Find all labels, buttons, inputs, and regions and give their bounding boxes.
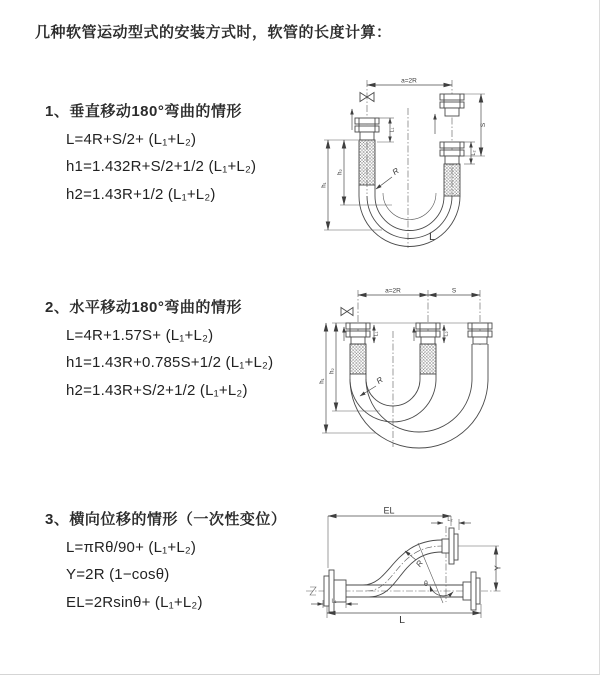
formula-line: h2=1.43R+1/2 (L₁+L₂): [66, 185, 216, 203]
dim-top-span: [358, 288, 428, 296]
dim-label-length: L: [399, 614, 405, 626]
section-horizontal-movement: [45, 294, 273, 404]
dim-label-theta: θ: [424, 581, 428, 588]
dim-label-l1: L₁: [331, 598, 337, 605]
dim-l1: [374, 325, 380, 343]
dim-label-l2: L₂: [447, 517, 453, 523]
radius-leader: [360, 375, 385, 396]
dim-label-length: L: [428, 231, 436, 243]
hose-u-bend: [359, 193, 460, 247]
centerlines: [358, 287, 480, 447]
braid-section: [444, 164, 460, 196]
braid-section: [420, 344, 436, 374]
dim-label-l2: L₂: [443, 331, 450, 337]
section-1-heading: 1、垂直移动180°弯曲的情形: [45, 103, 242, 120]
hose-left-leg: [355, 118, 379, 196]
formula-line: h2=1.43R+S/2+1/2 (L₁+L₂): [66, 381, 248, 399]
hose-right-leg: [468, 323, 492, 379]
dim-length: [327, 604, 481, 626]
dim-l1: [377, 118, 396, 142]
centerlines: [367, 77, 452, 248]
hose-right-leg-lower-position: [440, 142, 464, 196]
formula-line: Y=2R (1−cosθ): [66, 566, 170, 583]
dim-label-a2r: a=2R: [385, 287, 401, 295]
diagram-vertical-180-bend: [322, 72, 497, 254]
dim-label-el: EL: [383, 505, 395, 516]
dim-l2: [444, 325, 450, 343]
formula-line: L=4R+1.57S+ (L₁+L₂): [66, 326, 214, 344]
dim-label-r: R: [374, 375, 385, 386]
dim-label-a2r: a=2R: [401, 77, 417, 85]
section-lateral-displacement: [45, 506, 286, 616]
formula-line: L=4R+S/2+ (L₁+L₂): [66, 130, 197, 148]
dim-label-s: S: [451, 287, 457, 295]
dim-h1: [320, 323, 377, 433]
hose-right-leg-upper-position: [440, 94, 464, 116]
dim-label-l2: L₂: [471, 150, 477, 156]
dim-l2: [464, 142, 477, 164]
radius-leader: [376, 166, 401, 189]
braid-section: [350, 344, 366, 374]
dim-label-h2: h₂: [337, 169, 344, 175]
dim-label-l1: L₁: [389, 127, 396, 133]
formula-line: h1=1.43R+0.785S+1/2 (L₁+L₂): [66, 354, 274, 371]
section-3-heading: 3、横向位移的情形（一次性变位）: [45, 511, 287, 528]
flange-fixed-end: [324, 570, 346, 612]
diagram-horizontal-180-bend: [318, 283, 503, 455]
dim-stroke-s: [464, 94, 487, 156]
dim-label-h1: h₁: [321, 182, 328, 188]
flange-original-end: [463, 572, 480, 610]
valve-icon: [341, 308, 353, 316]
section-2-heading: 2、水平移动180°弯曲的情形: [45, 299, 242, 316]
section-vertical-movement: [45, 98, 256, 208]
diagram-lateral-displacement: [303, 506, 505, 654]
dim-el: [328, 506, 451, 569]
formula-line: h1=1.432R+S/2+1/2 (L₁+L₂): [66, 158, 257, 175]
dim-label-h1: h₁: [319, 378, 326, 384]
dim-top-span: [367, 78, 452, 86]
flange-displaced-end: [442, 528, 458, 564]
dim-l1: [311, 599, 358, 609]
dim-label-l1: L₁: [373, 331, 380, 337]
dim-stroke-s: [428, 288, 480, 296]
hose-s-curve: [363, 540, 442, 597]
page-title: 几种软管运动型式的安装方式时，软管的长度计算：: [35, 24, 392, 41]
hose-middle-leg: [416, 323, 440, 379]
formula-line: EL=2Rsinθ+ (L₁+L₂): [66, 593, 203, 611]
braid-section: [359, 140, 375, 185]
dim-label-y: Y: [493, 565, 503, 571]
hose-left-leg: [346, 323, 370, 379]
dim-label-s: S: [480, 122, 487, 128]
dim-label-r: R: [414, 558, 425, 569]
formula-line: L=πRθ/90+ (L₁+L₂): [66, 538, 197, 556]
dim-label-h2: h₂: [329, 368, 336, 374]
dim-label-r: R: [390, 166, 401, 177]
